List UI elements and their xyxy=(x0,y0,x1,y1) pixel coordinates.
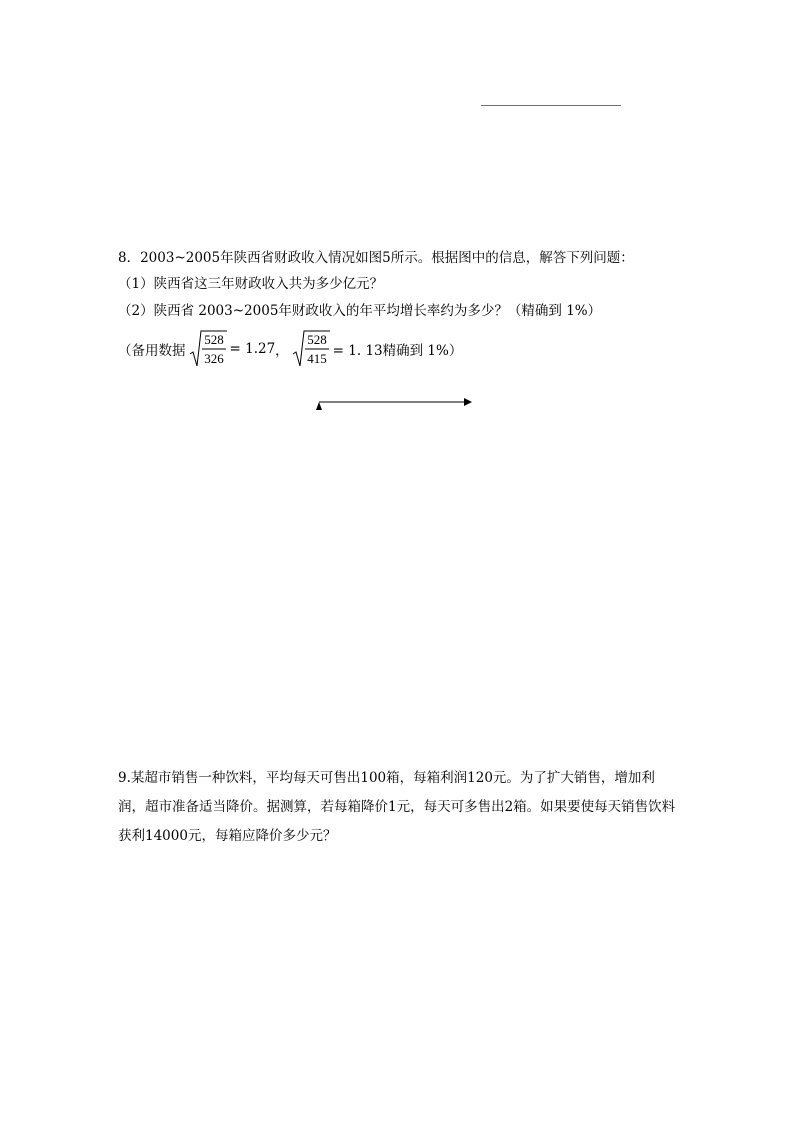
frac2-denominator: 415 xyxy=(306,351,327,366)
arrow-right-icon xyxy=(464,398,472,406)
reference-prefix: （备用数据 xyxy=(118,343,186,359)
frac1-denominator: 326 xyxy=(203,351,224,366)
reference-equals-1: = 1.27 xyxy=(229,341,276,357)
question-8-title: 8．2003~2005年陕西省财政收入情况如图5所示。根据图中的信息，解答下列问题： xyxy=(118,250,634,266)
question-9-text: 9.某超市销售一种饮料，平均每天可售出100箱，每箱利润120元。为了扩大销售，增加利润，超市准备适当降价。据测算，若每箱降价1元，每天可多售出2箱。如果要使每天销售饮料获利14000元，每箱应降价多少元？ xyxy=(118,770,676,844)
question-8-reference-data xyxy=(118,328,462,370)
reference-separator: ， xyxy=(275,343,289,359)
answer-blank-line: ＿＿＿＿＿＿＿＿＿＿ xyxy=(481,92,621,108)
arrow-up-icon xyxy=(316,402,322,410)
sqrt-fraction-1 xyxy=(188,328,228,370)
reference-equals-2: = 1. 13精确到 1%） xyxy=(332,343,463,359)
sqrt-symbol-1 xyxy=(188,328,228,370)
frac2-numerator: 528 xyxy=(306,332,327,347)
sqrt-fraction-2 xyxy=(291,328,331,370)
sqrt-symbol-2 xyxy=(291,328,331,370)
frac1-numerator: 528 xyxy=(203,332,224,347)
question-8-part-2: （2）陕西省 2003~2005年财政收入的年平均增长率约为多少？（精确到 1%） xyxy=(118,303,602,319)
question-8-part-1: （1）陕西省这三年财政收入共为多少亿元？ xyxy=(118,276,384,292)
chart-axis-fragment xyxy=(312,394,476,412)
